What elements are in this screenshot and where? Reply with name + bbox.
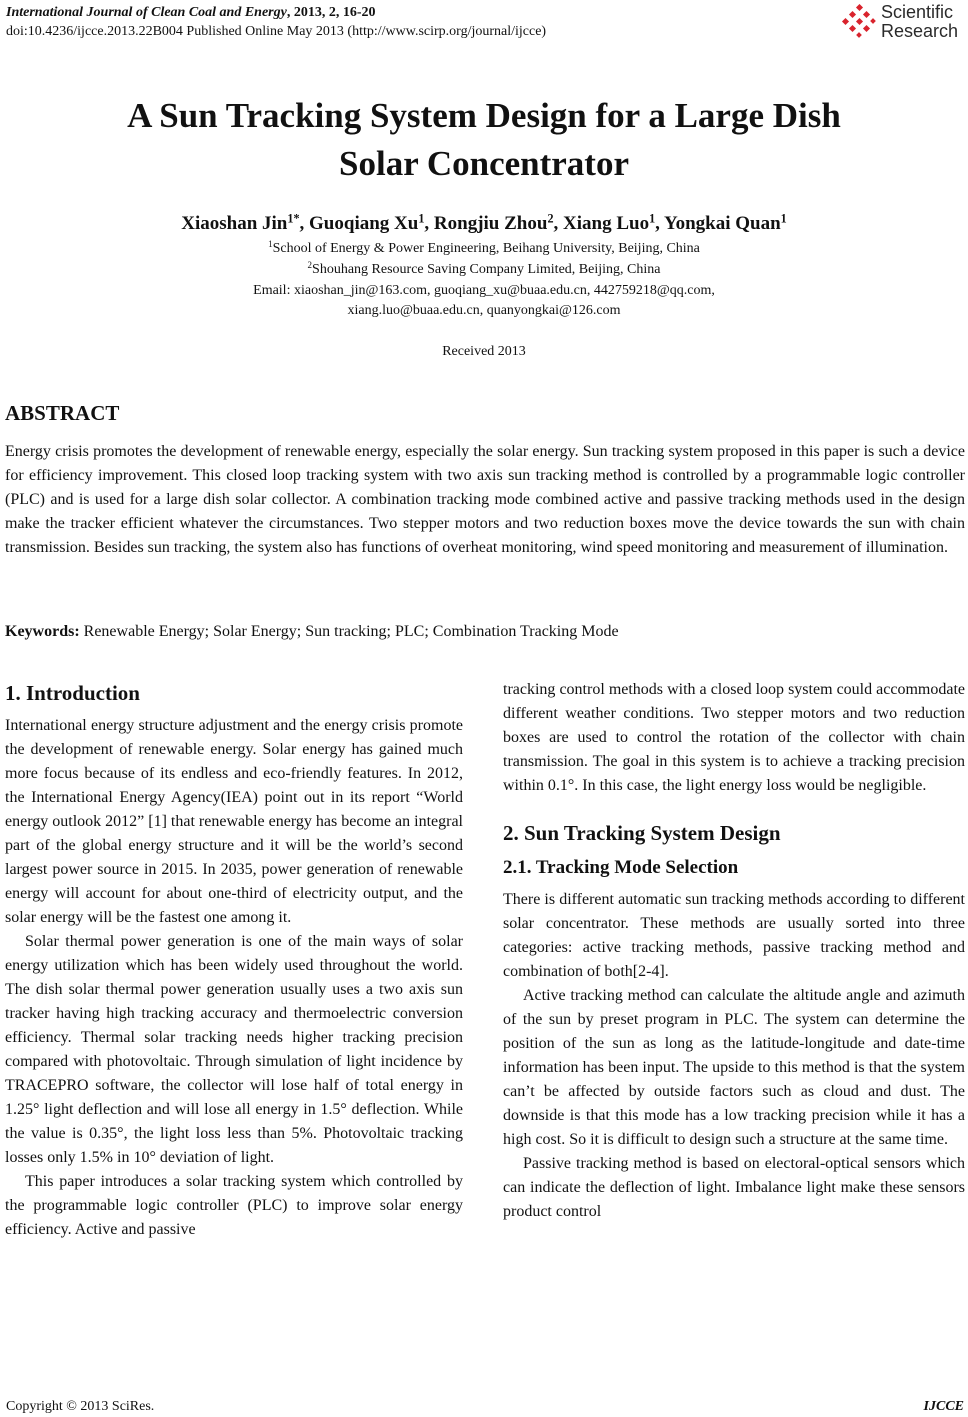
copyright-notice: Copyright © 2013 SciRes. <box>6 1399 155 1414</box>
abstract-text: Energy crisis promotes the development of renewable energy, especially the solar energy. Sun tracking system proposed in this paper is such a device for efficiency improvement. This closed loop tracking system with two axis sun tracking method is controlled by a programmable logic controller (PLC) and is used for a large dish solar collector. A combination tracking mode combined active and passive tracking methods used in the design make the tracker efficient whatever the circumstances. Two stepper motors and two reduction boxes move the device towards the sun with chain transmission. Besides sun tracking, the system also has functions of overheat monitoring, wind speed monitoring and measurement of illumination. <box>5 443 965 556</box>
author: Rongjiu Zhou$^2$, <box>433 211 564 234</box>
left-column <box>5 678 463 1242</box>
mode-paragraph-2: Active tracking method can calculate the altitude angle and azimuth of the sun by preset program in PLC. The system can determine the position of the sun as long as the latitude-longitude and date-time information has been input. The upside to this method is that the system can’t be affected by outside factors such as cloud and dust. The downside is that this mode has a low tracking precision while it has a high cost. So it is difficult to design such a structure at the same time. <box>503 987 965 1148</box>
author: Guoqiang Xu$^1$, <box>309 211 434 234</box>
keywords-text: Renewable Energy; Solar Energy; Sun tracking; PLC; Combination Tracking Mode <box>79 623 619 640</box>
subsection-heading-mode: 2.1. Tracking Mode Selection <box>503 857 739 878</box>
section-heading-design: 2. Sun Tracking System Design <box>503 821 781 845</box>
section-heading-introduction: 1. Introduction <box>5 681 140 705</box>
email-line-1: Email: xiaoshan_jin@163.com, guoqiang_xu@buaa.edu.cn, 442759218@qq.com, <box>253 283 715 298</box>
author-list <box>0 213 968 235</box>
keywords-label: Keywords: <box>5 623 80 640</box>
author: Yongkai Quan$^1$ <box>663 211 787 234</box>
author: Xiaoshan Jin$^{1*}$, <box>181 211 310 234</box>
intro-paragraph-2: Solar thermal power generation is one of the main ways of solar energy utilization which has been widely used throughout the world. The dish solar thermal power generation usually uses a two axis sun tracker having high tracking accuracy and thermoelectric conversion efficiency. Thermal solar tracking needs higher tracking precision compared with photovoltaic. Through simulation of light incidence by TRACEPRO software, the collector will lose half of total energy in 1.25° light deflection and will lose all energy in 1.5° deflection. While the value is 0.35°, the light loss less than 5%. Photovoltaic tracking losses only 1.5% in 10° deviation of light. <box>5 933 463 1166</box>
affiliation-2: $^2$Shouhang Resource Saving Company Limited, Beijing, China <box>307 260 661 277</box>
paper-title: A Sun Tracking System Design for a Large Dish Solar Concentrator <box>127 96 841 183</box>
author: Xiang Luo$^1$, <box>563 211 664 234</box>
logo-text: Scientific Research <box>881 2 959 41</box>
received-date: Received 2013 <box>442 344 526 359</box>
scirp-logo-icon <box>841 4 877 40</box>
publisher-logo <box>841 2 966 44</box>
intro-continued-paragraph: tracking control methods with a closed loop system could accommodate different weather conditions. Two stepper motors and two reduction boxes are used to control the rotation of the collector with chain transmission. The goal in this system is to achieve a tracking precision within 0.1°. In this case, the light energy loss would be negligible. <box>503 681 965 794</box>
mode-paragraph-1: There is different automatic sun tracking methods according to different solar concentrator. These methods are usually sorted into three categories: active tracking methods, passive tracking method and combination of both[2-4]. <box>503 891 965 980</box>
doi-line: doi:10.4236/ijcce.2013.22B004 Published Online May 2013 (http://www.scirp.org/journal/ijcce) <box>6 24 547 39</box>
journal-header <box>6 3 546 41</box>
intro-paragraph-3: This paper introduces a solar tracking system which controlled by the programmable logic controller (PLC) to improve solar energy efficiency. Active and passive <box>5 1173 463 1238</box>
journal-name: International Journal of Clean Coal and Energy <box>6 5 287 20</box>
journal-citation-line <box>6 3 546 22</box>
journal-issue: , 2013, 2, 16-20 <box>286 5 376 20</box>
affiliation-1: $^1$School of Energy & Power Engineering, Beihang University, Beijing, China <box>268 239 700 256</box>
journal-abbreviation: IJCCE <box>923 1399 964 1414</box>
abstract-heading: ABSTRACT <box>5 401 120 425</box>
right-column <box>503 678 965 1224</box>
keywords <box>5 623 619 641</box>
intro-paragraph-1: International energy structure adjustment and the energy crisis promote the development of renewable energy. Solar energy has gained much more focus because of its endless and eco-friendly features. In 2012, the International Energy Agency(IEA) point out in its report “World energy outlook 2012” [1] that renewable energy has become an integral part of the global energy structure and it will be the world’s second largest power source in 2015. In 2035, power generation of renewable energy will account for about one-third of electricity output, and the solar energy will be the fastest one among it. <box>5 717 463 926</box>
email-line-2: xiang.luo@buaa.edu.cn, quanyongkai@126.com <box>347 303 621 318</box>
mode-paragraph-3: Passive tracking method is based on electoral-optical sensors which can indicate the deflection of light. Imbalance light make these sensors product control <box>503 1155 965 1220</box>
